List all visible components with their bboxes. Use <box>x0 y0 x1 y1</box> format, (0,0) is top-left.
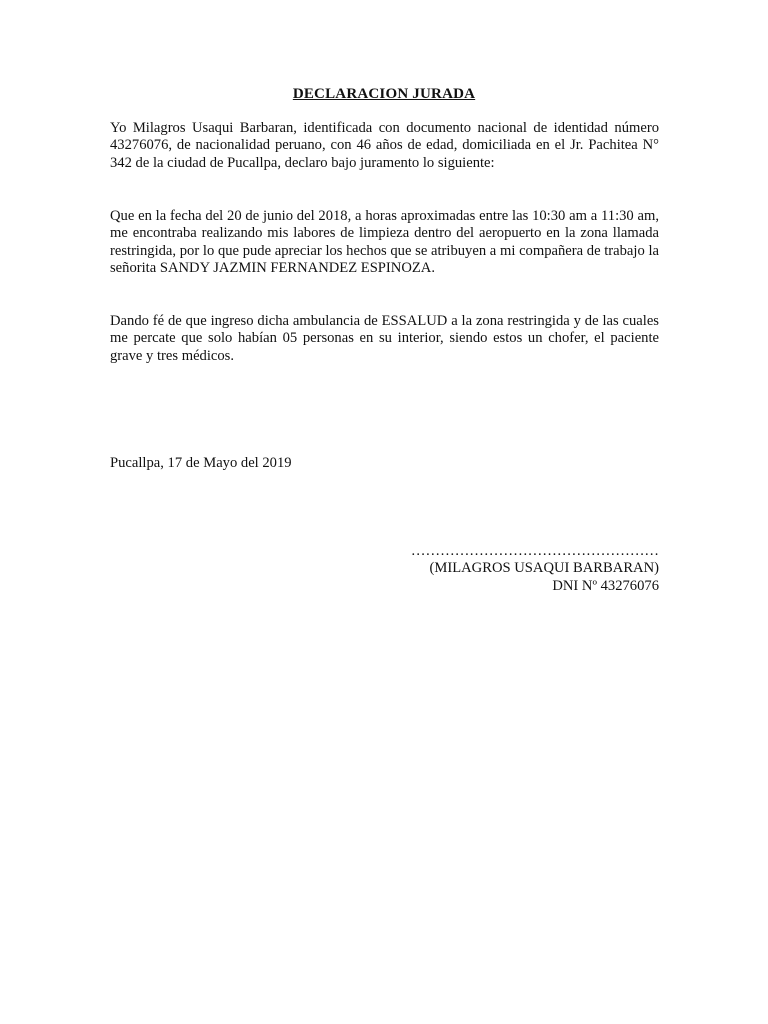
signatory-name: (MILAGROS USAQUI BARBARAN) <box>429 560 659 577</box>
signature-line: …………………………………………… <box>410 543 659 559</box>
paragraph-facts: Que en la fecha del 20 de junio del 2018, a horas aproximadas entre las 10:30 am a 11:30 am, me encontraba realizando mis labores de limpieza dentro del aeropuerto en la zona llamada restringida, por lo que pude apreciar los hechos que se atribuyen a mi compañera de trabajo la señorita SANDY JAZMIN FERNANDEZ ESPINOZA. <box>110 208 659 277</box>
signatory-dni: DNI Nº 43276076 <box>552 577 659 594</box>
paragraph-testimony: Dando fé de que ingreso dicha ambulancia de ESSALUD a la zona restringida y de las cuales me percate que solo habían 05 personas en su interior, siendo estos un chofer, el paciente grave y tres médicos. <box>110 313 659 364</box>
signature-block <box>359 543 659 595</box>
paragraph-identity: Yo Milagros Usaqui Barbaran, identificada con documento nacional de identidad número 43276076, de nacionalidad peruano, con 46 años de edad, domiciliada en el Jr. Pachitea N° 342 de la ciudad de Pucallpa, declaro bajo juramento lo siguiente: <box>110 120 659 171</box>
document-title: DECLARACION JURADA <box>292 86 476 102</box>
place-and-date: Pucallpa, 17 de Mayo del 2019 <box>110 455 292 471</box>
